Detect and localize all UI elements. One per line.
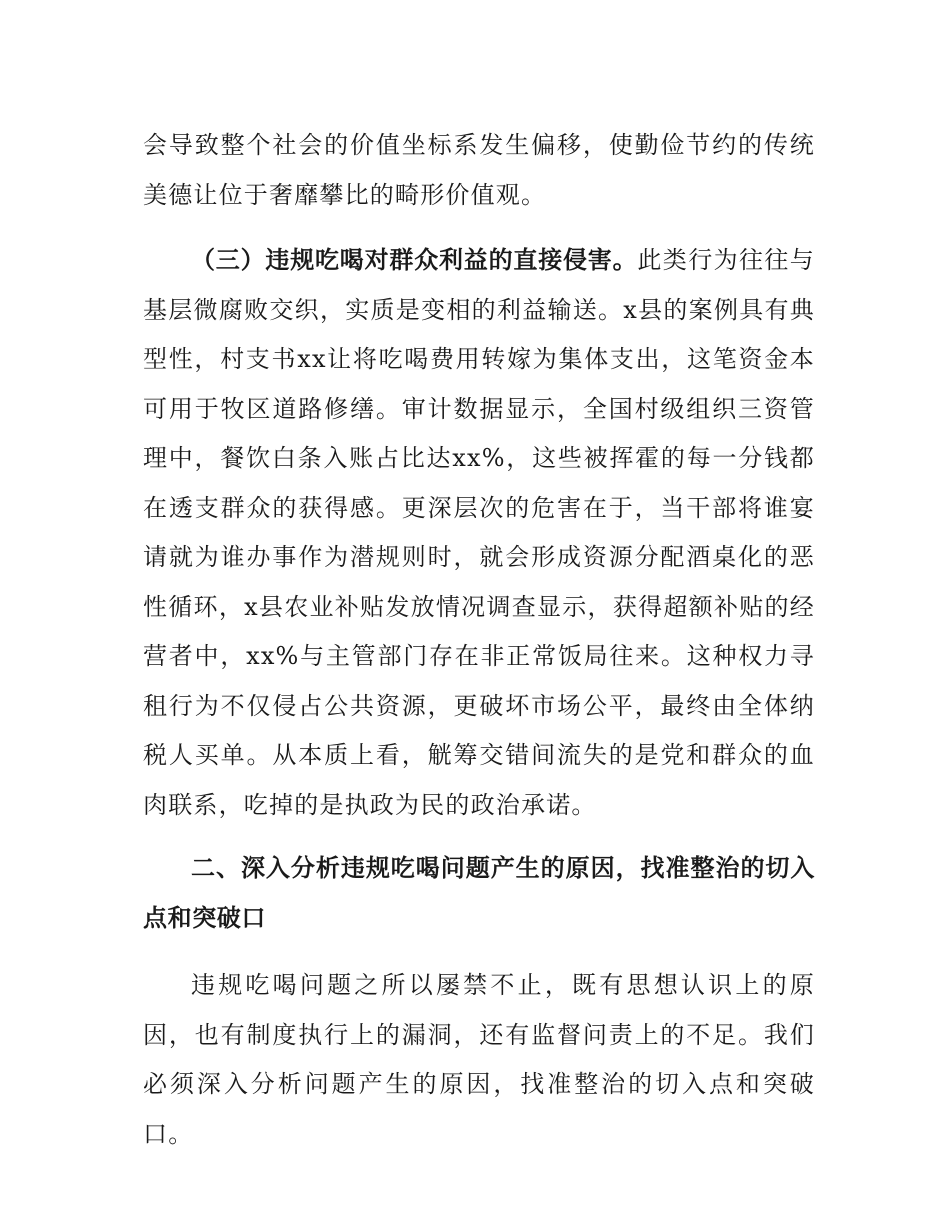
section-2-heading: 二、深入分析违规吃喝问题产生的原因，找准整治的切入点和突破口: [143, 854, 815, 932]
paragraph-continuation: 会导致整个社会的价值坐标系发生偏移，使勤俭节约的传统美德让位于奢靡攀比的畸形价值观。: [143, 131, 815, 209]
section-2-intro: 违规吃喝问题之所以屡禁不止，既有思想认识上的原因，也有制度执行上的漏洞，还有监督问责上的不足。我们必须深入分析问题产生的原因，找准整治的切入点和突破口。: [143, 971, 815, 1148]
subsection-3-heading: （三）违规吃喝对群众利益的直接侵害。: [191, 246, 638, 274]
subsection-3-body: 此类行为往往与基层微腐败交织，实质是变相的利益输送。x县的案例具有典型性，村支书xx让将吃喝费用转嫁为集体支出，这笔资金本可用于牧区道路修缮。审计数据显示，全国村级组织三资管理中，餐饮白条入账占比达xx%，这些被挥霍的每一分钱都在透支群众的获得感。更深层次的危害在于，当干部将谁宴请就为谁办事作为潜规则时，就会形成资源分配酒桌化的恶性循环，x县农业补贴发放情况调查显示，获得超额补贴的经营者中，xx%与主管部门存在非正常饭局往来。这种权力寻租行为不仅侵占公共资源，更破坏市场公平，最终由全体纳税人买单。从本质上看，觥筹交错间流失的是党和群众的血肉联系，吃掉的是执政为民的政治承诺。: [143, 246, 815, 819]
paragraph-subsection-3: [143, 236, 815, 830]
